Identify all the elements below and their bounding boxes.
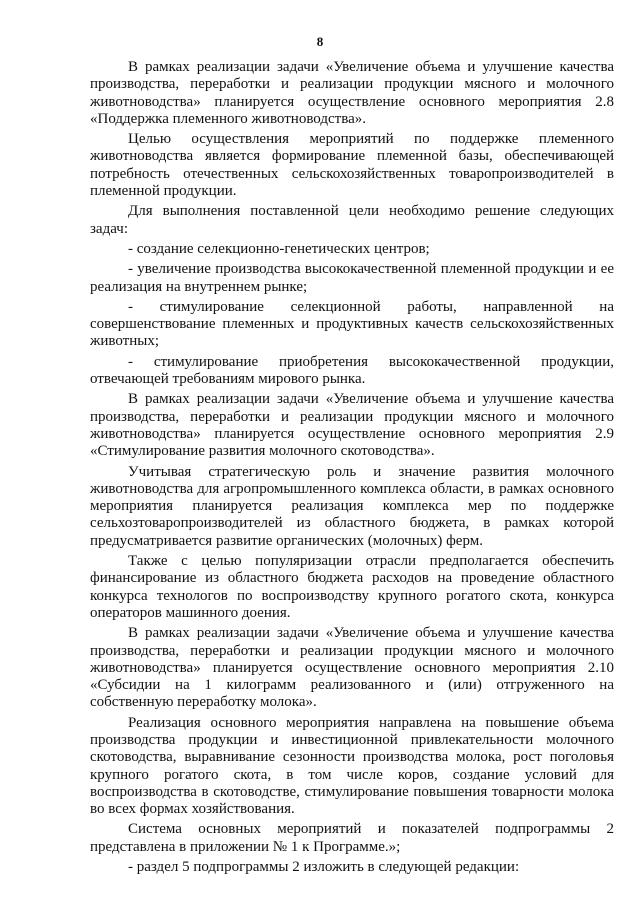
- paragraph-implementation: Реализация основного мероприятия направлена на повышение объема производства продукции и инвестиционной привлекательности молочного скотоводства, выравнивание сезонности производства молока, рост поголовья крупного рогатого скота, в том числе коров, создание условий для воспроизводства в скотоводстве, стимулирование повышения товарности молока во всех формах хозяйствования.: [90, 714, 614, 818]
- list-item-section-5: - раздел 5 подпрограммы 2 изложить в следующей редакции:: [128, 859, 520, 876]
- list-item-production-increase: - увеличение производства высококачественной племенной продукции и ее реализация на внутреннем рынке;: [90, 261, 614, 295]
- paragraph-task-2-10: В рамках реализации задачи «Увеличение объема и улучшение качества производства, переработки и реализации продукции мясного и молочного животноводства» планируется осуществление основного мероприятия 2.10 «Субсидии на 1 килограмм реализованного и (или) отгруженного на собственную переработку молока».: [90, 625, 614, 711]
- paragraph-dairy-role: Учитывая стратегическую роль и значение развития молочного животноводства для агропромышленного комплекса области, в рамках основного мероприятия планируется реализация комплекса мер по поддержке сельхозтоваропроизводителей из областного бюджета, в рамках которой предусматривается развитие органических (молочных) ферм.: [90, 463, 614, 549]
- paragraph-goal: Целью осуществления мероприятий по поддержке племенного животноводства является формирование племенной базы, обеспечивающей потребность отечественных сельскохозяйственных товаропроизводителей в племенной продукции.: [90, 131, 614, 200]
- list-item-selection-work: - стимулирование селекционной работы, направленной на совершенствование племенных и продуктивных качеств сельскохозяйственных животных;: [90, 298, 614, 350]
- list-item-selection-centers: - создание селекционно-генетических центров;: [128, 240, 430, 257]
- document-body: [90, 59, 614, 879]
- paragraph-tasks-intro: Для выполнения поставленной цели необходимо решение следующих задач:: [90, 203, 614, 237]
- paragraph-system: Система основных мероприятий и показателей подпрограммы 2 представлена в приложении № 1 к Программе.»;: [90, 821, 614, 855]
- paragraph-task-2-8: В рамках реализации задачи «Увеличение объема и улучшение качества производства, переработки и реализации продукции мясного и молочного животноводства» планируется осуществление основного мероприятия 2.8 «Поддержка племенного животноводства».: [90, 59, 614, 127]
- list-item-acquisition: - стимулирование приобретения высококачественной продукции, отвечающей требованиям мирового рынка.: [90, 353, 614, 388]
- paragraph-popularization: Также с целью популяризации отрасли предполагается обеспечить финансирование из областного бюджета расходов на проведение областного конкурса технологов по воспроизводству крупного рогатого скота, конкурса операторов машинного доения.: [90, 553, 614, 621]
- page-number: 8: [316, 34, 324, 49]
- paragraph-task-2-9: В рамках реализации задачи «Увеличение объема и улучшение качества производства, переработки и реализации продукции мясного и молочного животноводства» планируется осуществление основного мероприятия 2.9 «Стимулирование развития молочного скотоводства».: [90, 391, 614, 460]
